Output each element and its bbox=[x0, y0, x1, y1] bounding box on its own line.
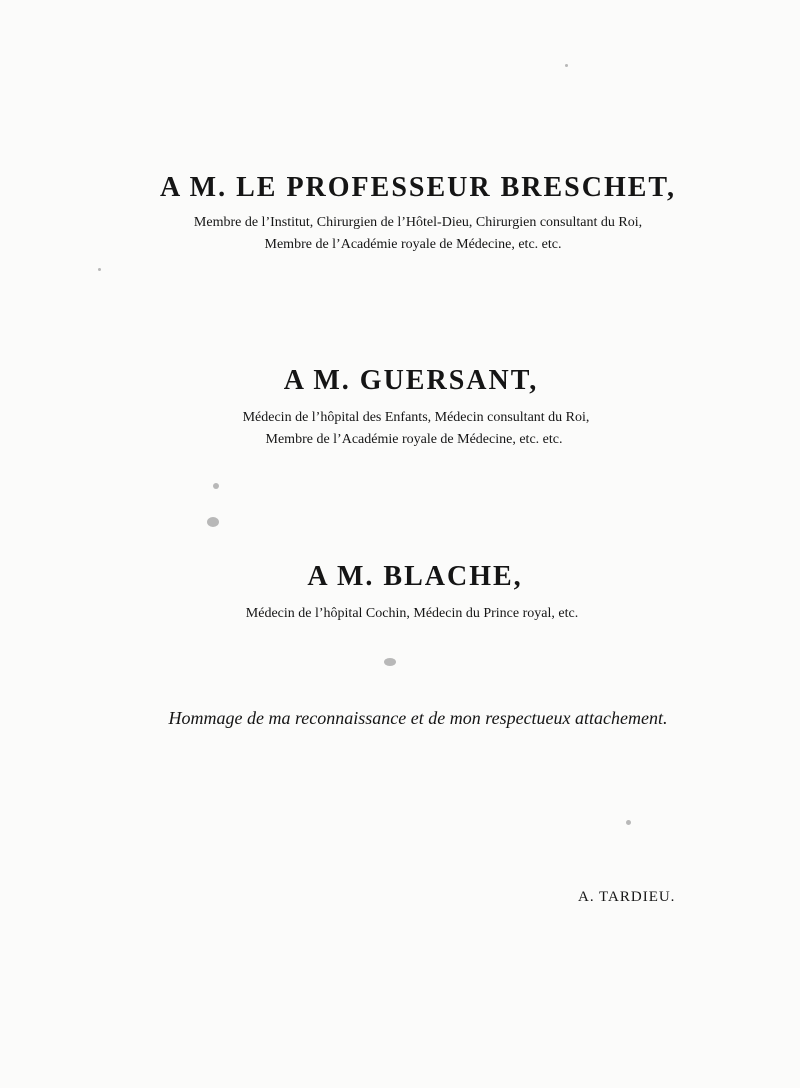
hommage-line: Hommage de ma reconnaissance et de mon respectueux attachement. bbox=[168, 708, 668, 728]
scan-speck bbox=[207, 517, 219, 527]
dedication-name: A M. LE PROFESSEUR BRESCHET, bbox=[159, 172, 677, 203]
scan-speck bbox=[565, 64, 568, 67]
dedication-title-line: Médecin de l’hôpital Cochin, Médecin du Prince royal, etc. bbox=[245, 606, 579, 621]
scan-speck bbox=[384, 658, 396, 666]
scan-speck bbox=[213, 483, 219, 489]
dedication-guersant bbox=[0, 365, 800, 451]
author-signature: A. TARDIEU. bbox=[578, 889, 676, 905]
dedication-title-line: Membre de l’Institut, Chirurgien de l’Hôtel-Dieu, Chirurgien consultant du Roi, bbox=[193, 215, 643, 230]
scan-speck bbox=[98, 268, 101, 271]
dedication-title-line: Médecin de l’hôpital des Enfants, Médecin consultant du Roi, bbox=[242, 410, 590, 425]
dedication-title-line: Membre de l’Académie royale de Médecine, etc. etc. bbox=[265, 432, 563, 447]
dedication-title-line: Membre de l’Académie royale de Médecine, etc. etc. bbox=[264, 237, 562, 252]
scan-speck bbox=[626, 820, 631, 825]
dedication-name: A M. GUERSANT, bbox=[283, 365, 539, 396]
dedication-breschet bbox=[0, 172, 800, 256]
dedication-blache bbox=[0, 561, 800, 625]
dedication-name: A M. BLACHE, bbox=[307, 561, 523, 592]
